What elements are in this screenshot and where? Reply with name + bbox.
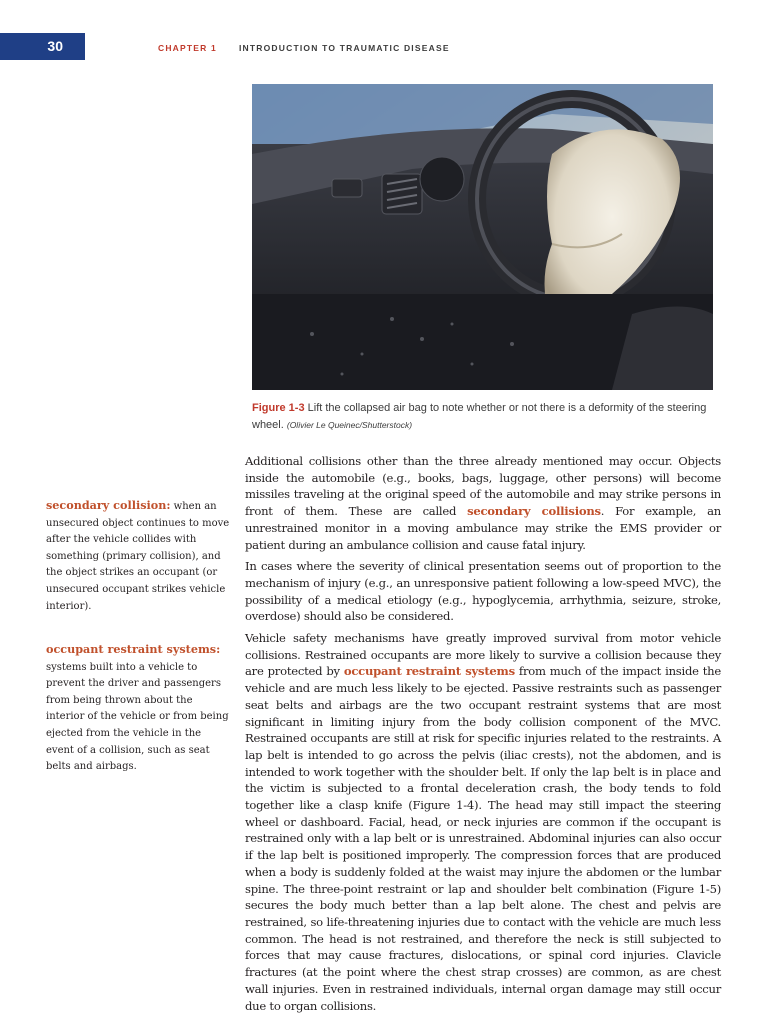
paragraph-text: Additional collisions other than the three already mentioned may occur. Objects inside the automobile (e.g., books, bags, luggage, other persons) will become missiles traveling at the original speed of the automobile and may strike persons in front of them. These are called [245,454,721,519]
margin-definition-occupant-restraint [46,641,231,776]
paragraph-text: Vehicle safety mechanisms have greatly improved survival from motor vehicle collisions. Restrained occupants are more likely to survive a collision because they are protected by [245,631,721,679]
paragraph-vehicle-safety [245,630,721,1014]
paragraph-secondary-collisions [245,453,721,553]
page-number: 30 [47,38,63,54]
margin-definition-secondary-collision [46,497,231,615]
running-head [158,43,450,53]
chapter-label: CHAPTER 1 [158,43,217,53]
key-term: secondary collisions [467,504,601,519]
margin-term: secondary collision: [46,498,171,512]
margin-term: occupant restraint systems: [46,642,221,656]
margin-definition: systems built into a vehicle to prevent the driver and passengers from being thrown about the interior of the vehicle or from being ejected from the vehicle in the event of a collision, such as seat belts and airbags. [46,661,229,773]
figure-credit: (Olivier Le Queinec/Shutterstock) [286,420,413,430]
main-body-text [245,453,721,1019]
figure-caption [252,400,717,434]
page-number-tab [0,33,85,60]
figure-caption-text: Lift the collapsed air bag to note whether or not there is a deformity of the steering wheel. [252,402,707,431]
paragraph-medical-etiology: In cases where the severity of clinical presentation seems out of proportion to the mechanism of injury (e.g., an unresponsive patient following a low-speed MVC), the possibility of a medical etiology (e.g., hypoglycemia, arrhythmia, seizure, stroke, overdose) should also be considered. [245,559,721,624]
paragraph-text: . For example, an unrestrained monitor in a moving ambulance may strike the EMS provider or patient during an ambulance collision and cause fatal injury. [245,504,721,552]
paragraph-text: from much of the impact inside the vehicle and are much less likely to be ejected. Passive restraints such as passenger seat belts and airbags are the two occupant restraint systems that are most significant in limiting injury from the body collision component of the MVC. Restrained occupants are still at risk for specific injuries related to the restraints. A lap belt is intended to go across the pelvis (iliac crests), not the abdomen, and is intended to work together with the shoulder belt. If only the lap belt is in place and the victim is subjected to a frontal deceleration crash, the body tends to fold together like a clasp knife (Figure 1-4). The head may still impact the steering wheel or dashboard. Facial, head, or neck injuries are common if the occupant is restrained only with a lap belt or is unrestrained. Abdominal injuries can also occur if the lap belt is positioned improperly. The compression forces that are produced when a body is suddenly folded at the waist may injure the abdomen or the lumbar spine. The three-point restraint or lap and shoulder belt combination (Figure 1-5) secures the body much better than a lap belt alone. The chest and pelvis are restrained, so life-threatening injuries due to contact with the vehicle are much less common. The head is not restrained, and therefore the neck is still subjected to forces that may cause fractures, dislocations, or spinal cord injuries. Clavicle fractures (at the point where the chest strap crosses) are common, as are chest wall injuries. Even in restrained individuals, internal organ damage may still occur due to organ collisions. [245,664,722,1013]
chapter-title: INTRODUCTION TO TRAUMATIC DISEASE [238,43,450,53]
margin-definition: when an unsecured object continues to move after the vehicle collides with something (primary collision), and the object strikes an occupant (or unsecured occupant strikes vehicle interior). [46,501,230,612]
figure-photo-airbag [252,84,713,390]
airbag-photo-illustration [252,84,713,390]
key-term: occupant restraint systems [343,664,515,679]
figure-label: Figure 1-3 [252,402,305,414]
